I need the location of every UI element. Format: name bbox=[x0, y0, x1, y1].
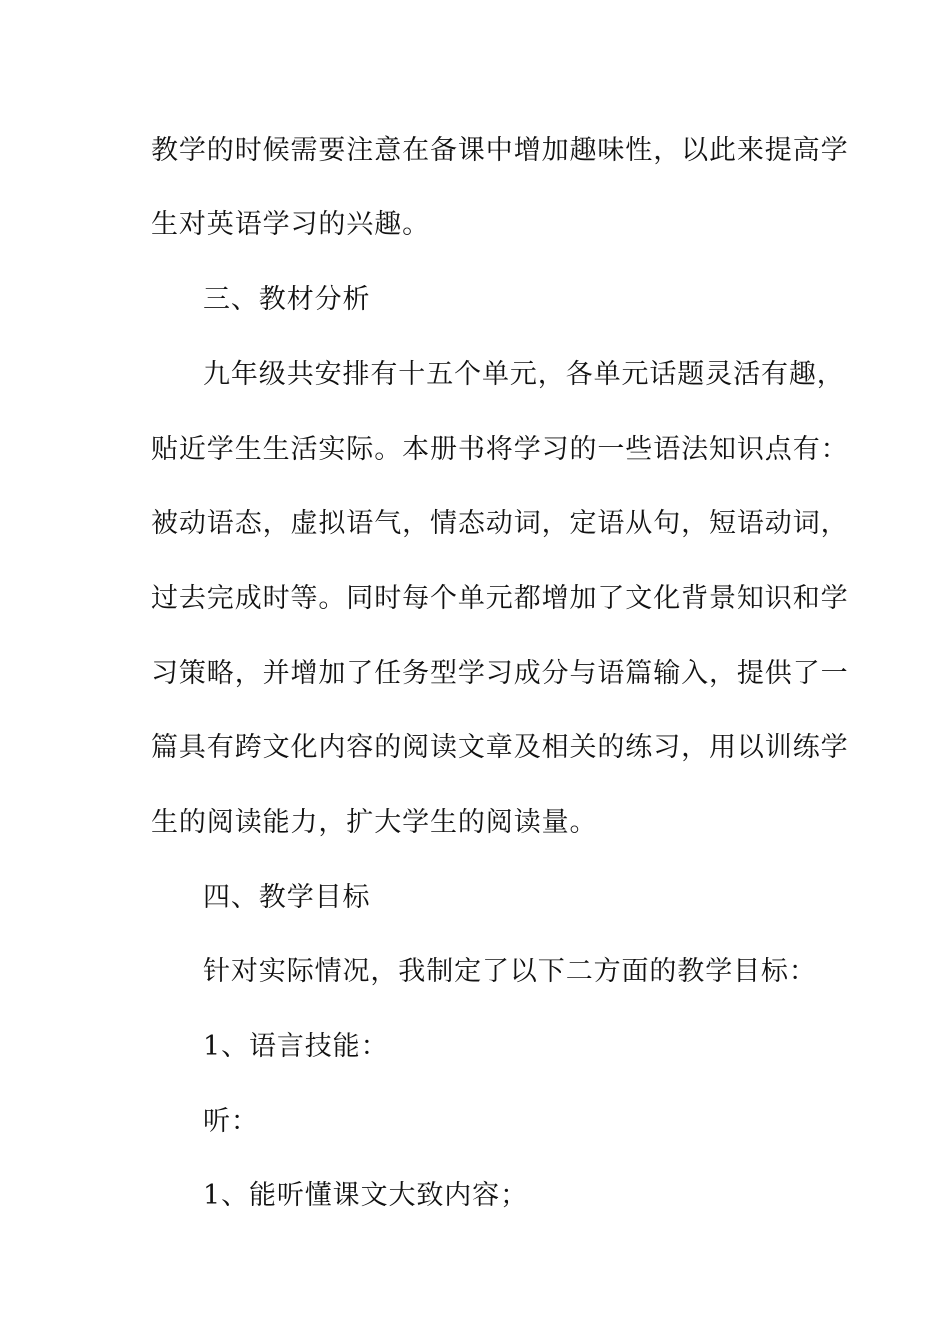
subheading: 1、语言技能： bbox=[203, 1031, 389, 1062]
paragraph-line: 生对英语学习的兴趣。 bbox=[151, 209, 430, 240]
paragraph-line: 九年级共安排有十五个单元，各单元话题灵活有趣， bbox=[203, 359, 845, 390]
paragraph-line: 过去完成时等。同时每个单元都增加了文化背景知识和学 bbox=[151, 583, 849, 614]
section-heading: 三、教材分析 bbox=[203, 284, 371, 315]
paragraph-line: 针对实际情况，我制定了以下二方面的教学目标： bbox=[203, 956, 817, 987]
paragraph-line: 教学的时候需要注意在备课中增加趣味性，以此来提高学 bbox=[151, 135, 849, 166]
paragraph-line: 习策略，并增加了任务型学习成分与语篇输入，提供了一 bbox=[151, 658, 849, 689]
paragraph-line: 生的阅读能力，扩大学生的阅读量。 bbox=[151, 807, 598, 838]
section-heading: 四、教学目标 bbox=[203, 882, 371, 913]
list-item: 1、能听懂课文大致内容； bbox=[203, 1180, 528, 1211]
subheading: 听： bbox=[203, 1106, 259, 1137]
paragraph-line: 篇具有跨文化内容的阅读文章及相关的练习，用以训练学 bbox=[151, 732, 849, 763]
paragraph-line: 被动语态，虚拟语气，情态动词，定语从句，短语动词， bbox=[151, 508, 849, 539]
paragraph-line: 贴近学生生活实际。本册书将学习的一些语法知识点有： bbox=[151, 434, 849, 465]
